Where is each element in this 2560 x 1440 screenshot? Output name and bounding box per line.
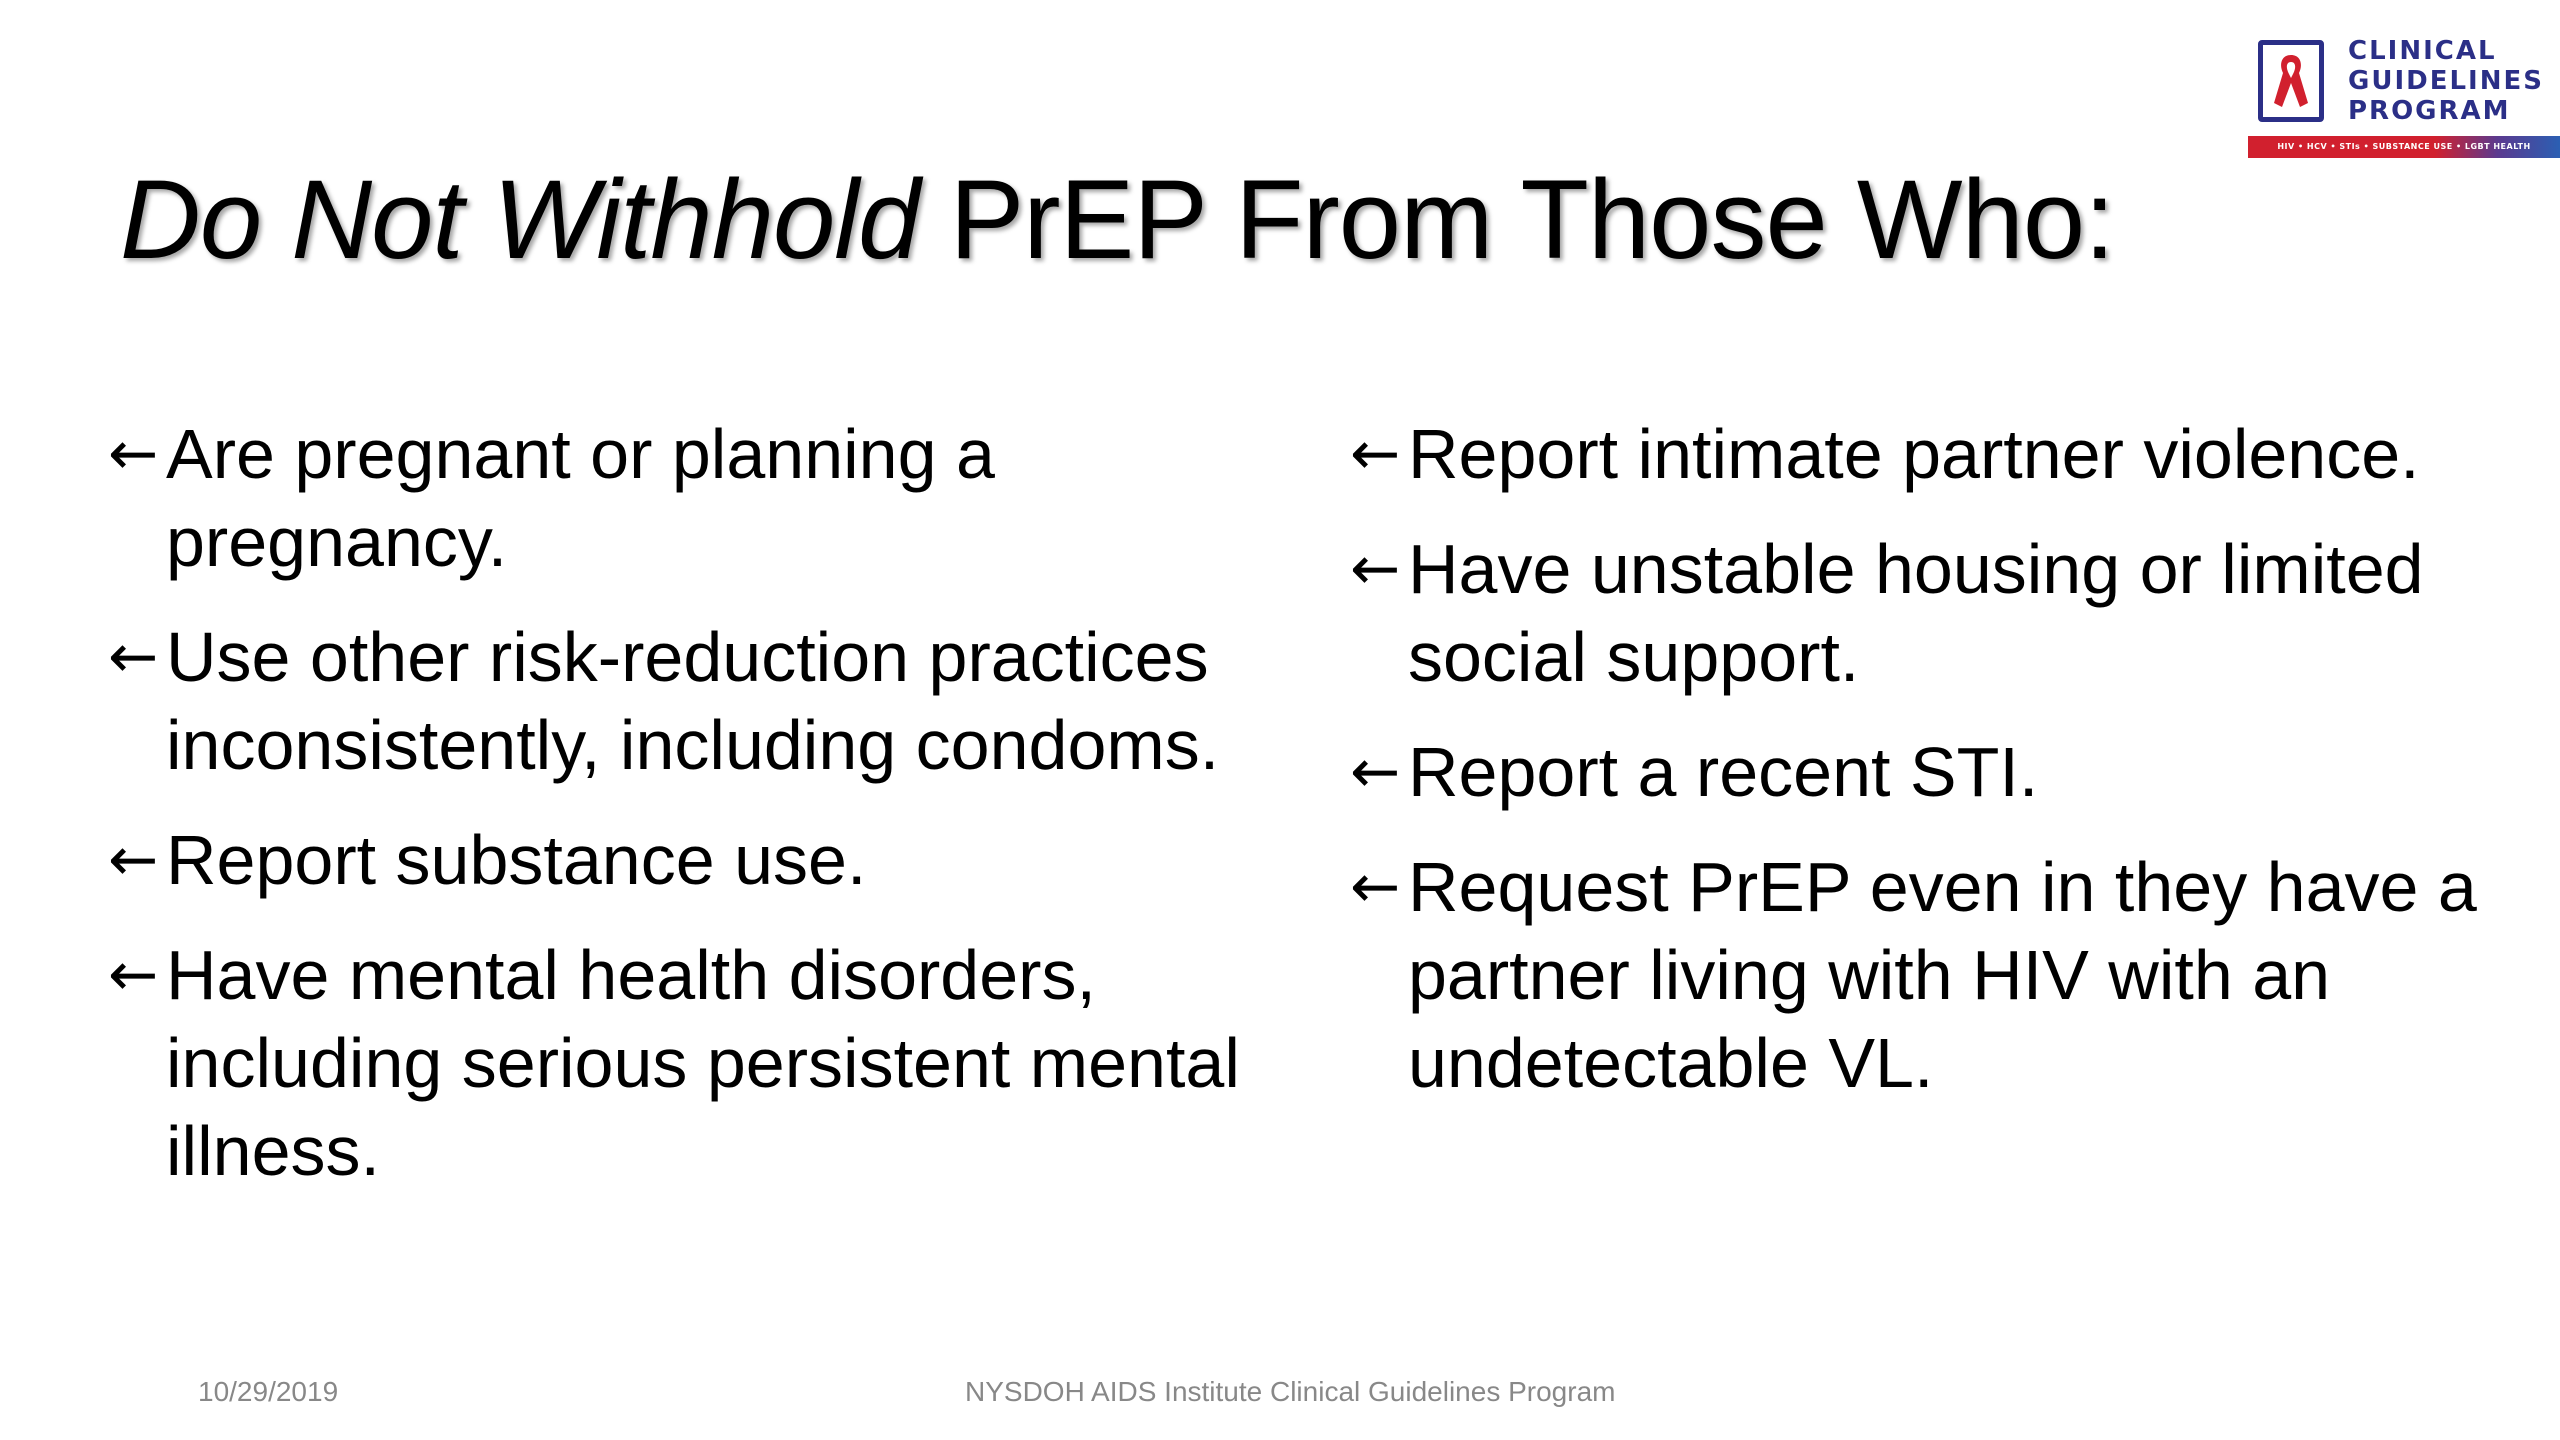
list-item-text: Use other risk-reduction practices inconsistently, including condoms. xyxy=(166,618,1220,784)
list-item-text: Are pregnant or planning a pregnancy. xyxy=(166,415,995,581)
list-item xyxy=(108,931,1328,1195)
slide-title-emphasis: Do Not Withhold xyxy=(120,157,920,282)
left-arrow-icon: ← xyxy=(1350,419,1401,489)
list-item xyxy=(108,410,1328,586)
left-arrow-icon: ← xyxy=(1350,534,1401,604)
right-bullet-list xyxy=(1350,410,2550,1134)
list-item xyxy=(1350,410,2550,498)
left-arrow-icon: ← xyxy=(108,622,159,692)
footer-date: 10/29/2019 xyxy=(198,1376,339,1407)
footer-organization: NYSDOH AIDS Institute Clinical Guidelines Program xyxy=(965,1376,1616,1407)
list-item xyxy=(108,816,1328,904)
left-arrow-icon: ← xyxy=(108,940,159,1010)
slide-title-rest: PrEP From Those Who: xyxy=(919,157,2115,282)
logo-line-1: CLINICAL xyxy=(2348,36,2497,66)
list-item-text: Report a recent STI. xyxy=(1408,733,2039,811)
list-item xyxy=(108,613,1328,789)
clinical-guidelines-logo xyxy=(2248,36,2560,166)
list-item xyxy=(1350,525,2550,701)
list-item-text: Have unstable housing or limited social support. xyxy=(1408,530,2424,696)
logo-line-3: PROGRAM xyxy=(2348,96,2511,126)
list-item-text: Request PrEP even in they have a partner living with HIV with an undetectable VL. xyxy=(1408,848,2477,1102)
list-item-text: Have mental health disorders, including serious persistent mental illness. xyxy=(166,936,1240,1190)
logo-line-2: GUIDELINES xyxy=(2348,66,2544,96)
left-arrow-icon: ← xyxy=(108,825,159,895)
logo-tagline: HIV • HCV • STIs • SUBSTANCE USE • LGBT HEALTH xyxy=(2248,136,2560,158)
slide-title xyxy=(120,150,2114,290)
left-arrow-icon: ← xyxy=(1350,737,1401,807)
left-arrow-icon: ← xyxy=(1350,852,1401,922)
logo-wordmark xyxy=(2348,36,2558,126)
left-bullet-list xyxy=(108,410,1328,1222)
list-item xyxy=(1350,843,2550,1107)
list-item xyxy=(1350,728,2550,816)
red-ribbon-icon xyxy=(2258,40,2324,122)
list-item-text: Report substance use. xyxy=(166,821,867,899)
list-item-text: Report intimate partner violence. xyxy=(1408,415,2420,493)
left-arrow-icon: ← xyxy=(108,419,159,489)
